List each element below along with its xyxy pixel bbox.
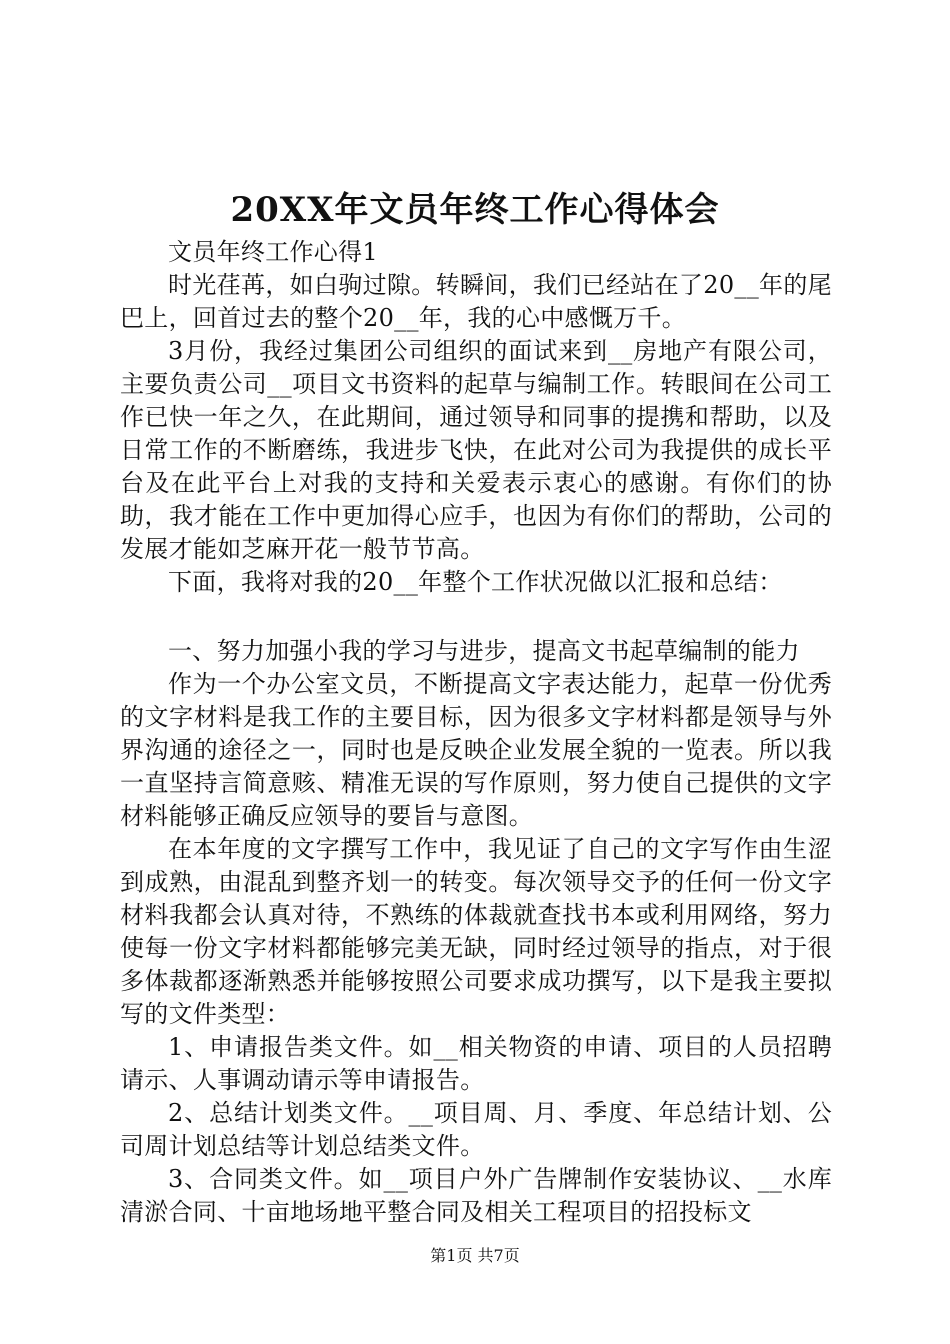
section-heading: 文员年终工作心得1	[168, 238, 378, 266]
document-body	[120, 236, 832, 1229]
paragraph: 在本年度的文字撰写工作中，我见证了自己的文字写作由生涩到成熟，由混乱到整齐划一的转变。每次领导交予的任何一份文字材料我都会认真对待，不熟练的体裁就查找书本或利用网络，努力使每一份文字材料都能够完美无缺，同时经过领导的指点，对于很多体裁都逐渐熟悉并能够按照公司要求成功撰写，以下是我主要拟写的文件类型：	[120, 835, 832, 1028]
blank-line	[120, 599, 832, 635]
subsection-heading: 一、努力加强小我的学习与进步，提高文书起草编制的能力	[168, 637, 800, 665]
paragraph: 作为一个办公室文员，不断提高文字表达能力，起草一份优秀的文字材料是我工作的主要目标，因为很多文字材料都是领导与外界沟通的途径之一，同时也是反映企业发展全貌的一览表。所以我一直坚持言简意赅、精准无误的写作原则，努力使自己提供的文字材料能够正确反应领导的要旨与意图。	[120, 670, 832, 830]
list-item: 3、合同类文件。如__项目户外广告牌制作安装协议、__水库清淤合同、十亩地场地平整合同及相关工程项目的招投标文	[120, 1165, 832, 1226]
page-number: 第1页 共7页	[430, 1246, 520, 1265]
paragraph: 时光荏苒，如白驹过隙。转瞬间，我们已经站在了20__年的尾巴上，回首过去的整个20__年，我的心中感慨万千。	[120, 271, 832, 332]
list-item: 1、申请报告类文件。如__相关物资的申请、项目的人员招聘请示、人事调动请示等申请报告。	[120, 1033, 832, 1094]
paragraph: 下面，我将对我的20__年整个工作状况做以汇报和总结：	[168, 568, 783, 596]
paragraph: 3月份，我经过集团公司组织的面试来到__房地产有限公司，主要负责公司__项目文书资料的起草与编制工作。转眼间在公司工作已快一年之久，在此期间，通过领导和同事的提携和帮助，以及日常工作的不断磨练，我进步飞快，在此对公司为我提供的成长平台及在此平台上对我的支持和关爱表示衷心的感谢。有你们的协助，我才能在工作中更加得心应手，也因为有你们的帮助，公司的发展才能如芝麻开花一般节节高。	[120, 337, 832, 563]
document-title: 20XX年文员年终工作心得体会	[230, 190, 720, 230]
list-item: 2、总结计划类文件。__项目周、月、季度、年总结计划、公司周计划总结等计划总结类文件。	[120, 1099, 832, 1160]
